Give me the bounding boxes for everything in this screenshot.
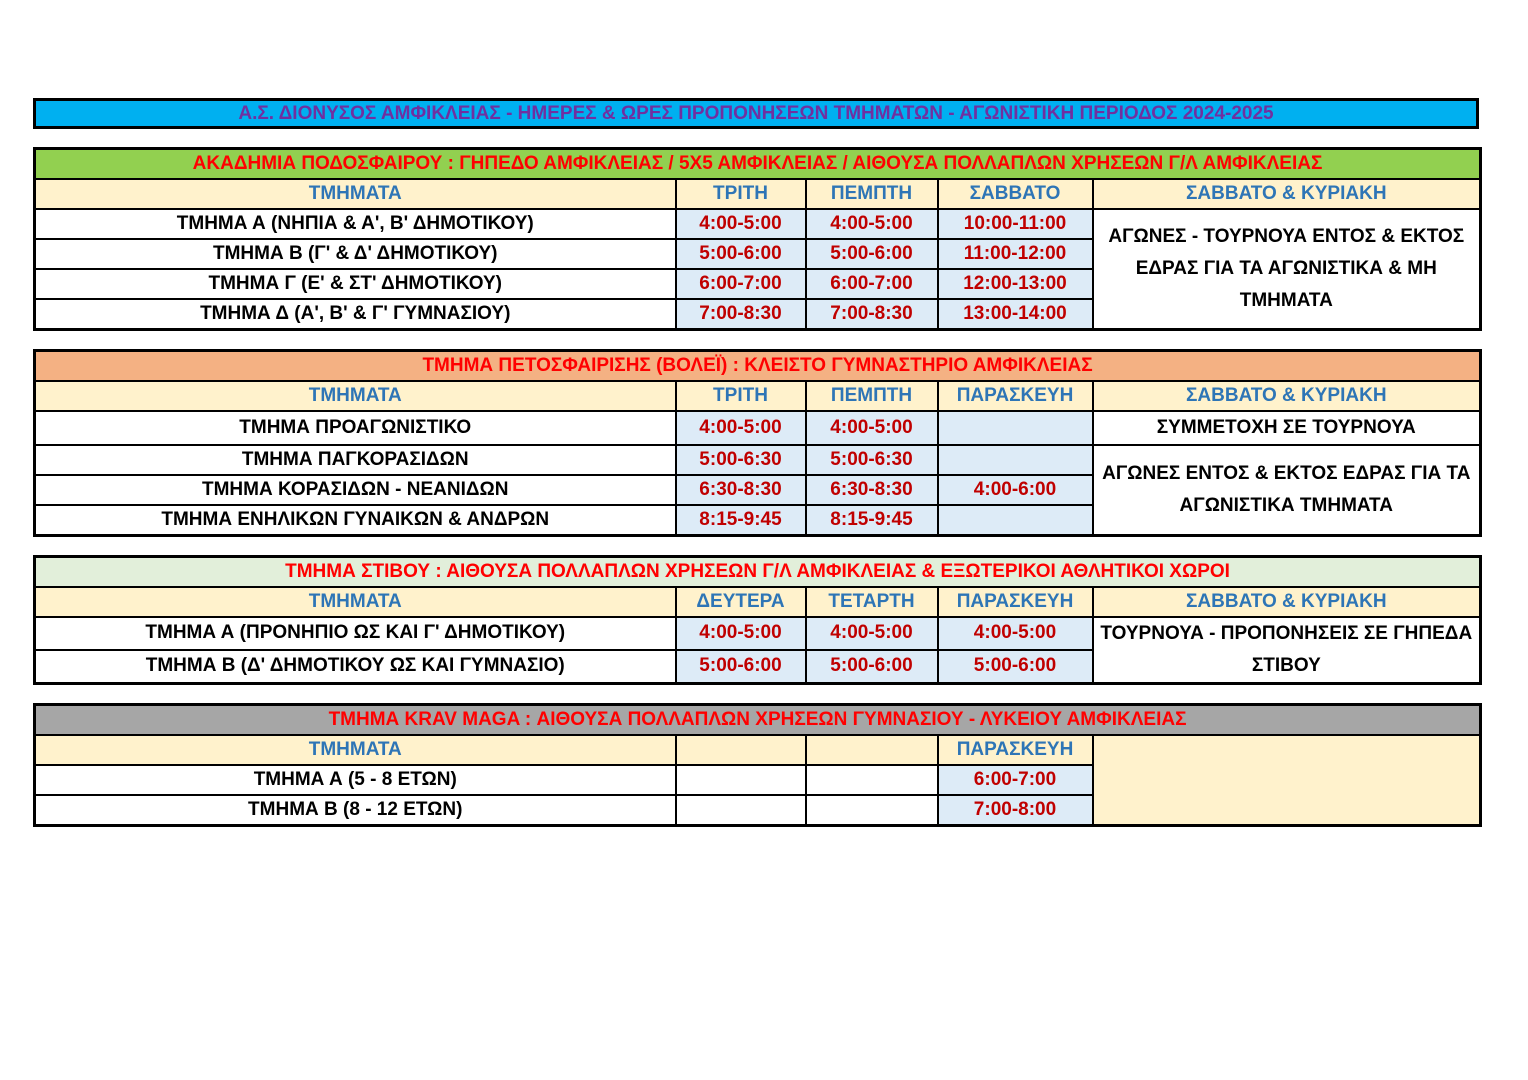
department-name: ΤΜΗΜΑ ΠΡΟΑΓΩΝΙΣΤΙΚΟ	[35, 411, 676, 445]
department-name: ΤΜΗΜΑ Α (ΝΗΠΙΑ & Α', Β' ΔΗΜΟΤΙΚΟΥ)	[35, 209, 676, 239]
time-cell: 5:00-6:00	[676, 239, 806, 269]
time-cell: 5:00-6:00	[806, 239, 938, 269]
time-cell: 4:00-5:00	[806, 411, 938, 445]
header-day-2: ΠΕΜΠΤΗ	[806, 381, 938, 411]
header-departments: ΤΜΗΜΑΤΑ	[35, 735, 676, 765]
time-cell	[938, 411, 1093, 445]
time-cell: 7:00-8:30	[676, 299, 806, 330]
table-row	[35, 445, 1481, 475]
time-cell: 5:00-6:30	[676, 445, 806, 475]
header-day-3: ΣΑΒΒΑΤΟ	[938, 179, 1093, 209]
department-name: ΤΜΗΜΑ ΠΑΓΚΟΡΑΣΙΔΩΝ	[35, 445, 676, 475]
header-day-3: ΠΑΡΑΣΚΕΥΗ	[938, 381, 1093, 411]
football-section	[33, 147, 1482, 331]
track-section	[33, 555, 1482, 685]
weekend-empty	[1093, 735, 1481, 826]
time-cell: 6:00-7:00	[806, 269, 938, 299]
time-cell	[938, 505, 1093, 536]
football-title: ΑΚΑΔΗΜΙΑ ΠΟΔΟΣΦΑΙΡΟΥ : ΓΗΠΕΔΟ ΑΜΦΙΚΛΕΙΑΣ / 5Χ5 ΑΜΦΙΚΛΕΙΑΣ / ΑΙΘΟΥΣΑ ΠΟΛΛΑΠΛΩΝ ΧΡΗΣΕΩΝ Γ/Λ ΑΜΦΙΚΛΕΙΑΣ	[35, 149, 1481, 180]
schedule-document	[33, 98, 1479, 845]
empty-cell	[806, 765, 938, 795]
time-cell: 5:00-6:00	[938, 650, 1093, 684]
empty-cell	[806, 795, 938, 826]
time-cell: 6:30-8:30	[806, 475, 938, 505]
header-empty	[676, 735, 806, 765]
header-weekend: ΣΑΒΒΑΤΟ & ΚΥΡΙΑΚΗ	[1093, 179, 1481, 209]
weekend-note: ΣΥΜΜΕΤΟΧΗ ΣΕ ΤΟΥΡΝΟΥΑ	[1093, 411, 1481, 445]
time-cell: 4:00-5:00	[806, 617, 938, 650]
header-day-2: ΠΕΜΠΤΗ	[806, 179, 938, 209]
department-name: ΤΜΗΜΑ Β (8 - 12 ΕΤΩΝ)	[35, 795, 676, 826]
time-cell: 6:30-8:30	[676, 475, 806, 505]
header-day-1: ΤΡΙΤΗ	[676, 381, 806, 411]
table-row	[35, 411, 1481, 445]
time-cell: 4:00-5:00	[676, 209, 806, 239]
volley-title: ΤΜΗΜΑ ΠΕΤΟΣΦΑΙΡΙΣΗΣ (ΒΟΛΕΪ) : ΚΛΕΙΣΤΟ ΓΥΜΝΑΣΤΗΡΙΟ ΑΜΦΙΚΛΕΙΑΣ	[35, 351, 1481, 382]
empty-cell	[676, 795, 806, 826]
department-name: ΤΜΗΜΑ Δ (Α', Β' & Γ' ΓΥΜΝΑΣΙΟΥ)	[35, 299, 676, 330]
time-cell: 4:00-5:00	[938, 617, 1093, 650]
table-row	[35, 617, 1481, 650]
header-day-1: ΔΕΥΤΕΡΑ	[676, 587, 806, 617]
department-name: ΤΜΗΜΑ Α (ΠΡΟΝΗΠΙΟ ΩΣ ΚΑΙ Γ' ΔΗΜΟΤΙΚΟΥ)	[35, 617, 676, 650]
header-departments: ΤΜΗΜΑΤΑ	[35, 587, 676, 617]
krav-maga-section	[33, 703, 1482, 827]
time-cell: 4:00-5:00	[806, 209, 938, 239]
time-cell: 13:00-14:00	[938, 299, 1093, 330]
weekend-note: ΑΓΩΝΕΣ ΕΝΤΟΣ & ΕΚΤΟΣ ΕΔΡΑΣ ΓΙΑ ΤΑ ΑΓΩΝΙΣΤΙΚΑ ΤΜΗΜΑΤΑ	[1093, 445, 1481, 536]
department-name: ΤΜΗΜΑ ΕΝΗΛΙΚΩΝ ΓΥΝΑΙΚΩΝ & ΑΝΔΡΩΝ	[35, 505, 676, 536]
header-departments: ΤΜΗΜΑΤΑ	[35, 179, 676, 209]
document-title: Α.Σ. ΔΙΟΝΥΣΟΣ ΑΜΦΙΚΛΕΙΑΣ - ΗΜΕΡΕΣ & ΩΡΕΣ ΠΡΟΠΟΝΗΣΕΩΝ ΤΜΗΜΑΤΩΝ - ΑΓΩΝΙΣΤΙΚΗ ΠΕΡΙΟΔΟΣ 2024-2025	[33, 98, 1479, 129]
weekend-note: ΑΓΩΝΕΣ - ΤΟΥΡΝΟΥΑ ΕΝΤΟΣ & ΕΚΤΟΣ ΕΔΡΑΣ ΓΙΑ ΤΑ ΑΓΩΝΙΣΤΙΚΑ & ΜΗ ΤΜΗΜΑΤΑ	[1093, 209, 1481, 330]
table-row	[35, 209, 1481, 239]
time-cell: 6:00-7:00	[676, 269, 806, 299]
volley-section	[33, 349, 1482, 537]
empty-cell	[676, 765, 806, 795]
header-weekend: ΣΑΒΒΑΤΟ & ΚΥΡΙΑΚΗ	[1093, 587, 1481, 617]
department-name: ΤΜΗΜΑ Γ (Ε' & ΣΤ' ΔΗΜΟΤΙΚΟΥ)	[35, 269, 676, 299]
time-cell: 11:00-12:00	[938, 239, 1093, 269]
header-empty	[806, 735, 938, 765]
time-cell: 6:00-7:00	[938, 765, 1093, 795]
time-cell: 12:00-13:00	[938, 269, 1093, 299]
header-day-1: ΤΡΙΤΗ	[676, 179, 806, 209]
department-name: ΤΜΗΜΑ ΚΟΡΑΣΙΔΩΝ - ΝΕΑΝΙΔΩΝ	[35, 475, 676, 505]
header-day-3: ΠΑΡΑΣΚΕΥΗ	[938, 735, 1093, 765]
time-cell: 10:00-11:00	[938, 209, 1093, 239]
time-cell: 5:00-6:30	[806, 445, 938, 475]
time-cell: 4:00-5:00	[676, 617, 806, 650]
header-day-2: ΤΕΤΑΡΤΗ	[806, 587, 938, 617]
time-cell: 8:15-9:45	[806, 505, 938, 536]
weekend-note: ΤΟΥΡΝΟΥΑ - ΠΡΟΠΟΝΗΣΕΙΣ ΣΕ ΓΗΠΕΔΑ ΣΤΙΒΟΥ	[1093, 617, 1481, 684]
time-cell: 7:00-8:00	[938, 795, 1093, 826]
krav-maga-title: ΤΜΗΜΑ KRAV MAGA : ΑΙΘΟΥΣΑ ΠΟΛΛΑΠΛΩΝ ΧΡΗΣΕΩΝ ΓΥΜΝΑΣΙΟΥ - ΛΥΚΕΙΟΥ ΑΜΦΙΚΛΕΙΑΣ	[35, 705, 1481, 736]
time-cell: 4:00-6:00	[938, 475, 1093, 505]
time-cell: 5:00-6:00	[676, 650, 806, 684]
time-cell: 7:00-8:30	[806, 299, 938, 330]
header-departments: ΤΜΗΜΑΤΑ	[35, 381, 676, 411]
time-cell	[938, 445, 1093, 475]
time-cell: 4:00-5:00	[676, 411, 806, 445]
time-cell: 5:00-6:00	[806, 650, 938, 684]
header-day-3: ΠΑΡΑΣΚΕΥΗ	[938, 587, 1093, 617]
header-weekend: ΣΑΒΒΑΤΟ & ΚΥΡΙΑΚΗ	[1093, 381, 1481, 411]
department-name: ΤΜΗΜΑ Α (5 - 8 ΕΤΩΝ)	[35, 765, 676, 795]
department-name: ΤΜΗΜΑ Β (Δ' ΔΗΜΟΤΙΚΟΥ ΩΣ ΚΑΙ ΓΥΜΝΑΣΙΟ)	[35, 650, 676, 684]
track-title: ΤΜΗΜΑ ΣΤΙΒΟΥ : ΑΙΘΟΥΣΑ ΠΟΛΛΑΠΛΩΝ ΧΡΗΣΕΩΝ Γ/Λ ΑΜΦΙΚΛΕΙΑΣ & ΕΞΩΤΕΡΙΚΟΙ ΑΘΛΗΤΙΚΟΙ ΧΩΡΟΙ	[35, 557, 1481, 588]
department-name: ΤΜΗΜΑ Β (Γ' & Δ' ΔΗΜΟΤΙΚΟΥ)	[35, 239, 676, 269]
time-cell: 8:15-9:45	[676, 505, 806, 536]
